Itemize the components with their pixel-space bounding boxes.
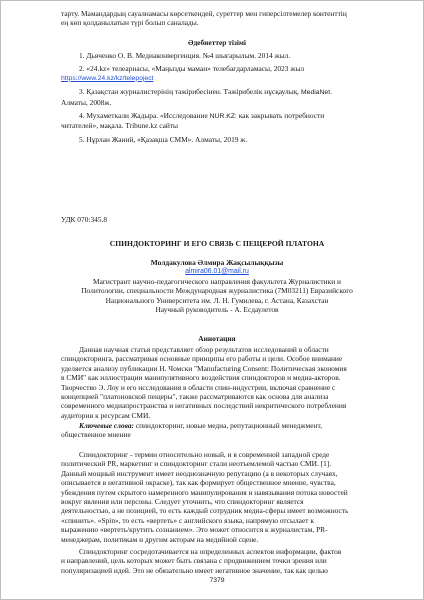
reference-link[interactable]: https://www.24.kz/kz/telepoject	[61, 74, 154, 82]
keywords-text: общественное мнение	[61, 430, 131, 440]
reference-item: 3. Қазақстан журналистерінің тәжірибесінен. Тәжірибелік нұсқаулық. MediaNet.	[79, 87, 332, 97]
affiliation-line: Научный руководитель - А. Есдаулетов	[155, 305, 279, 315]
intro-line: тарту. Мамандардың сауалнамасы көрсеткендей, суреттер мен гиперсілтемелер контенттің	[61, 9, 347, 18]
annotation-text: Данная научная статья представляет обзор результатов исследований в области спиндокторинга, рассматривая основные принципы его работы и цели. Особое внимание уделяется анализу публикации Н. Чомски "Manufacturing Consent: Политическая экономия в СМИ" как иллюстрации манипулятивного воздействия спиндокторов и медиа-акторов. Творчество Э. Лоу и его исследования в области спин-индустрии, включая сравнение с концепцией "платоновской пещеры", также рассматриваются как основа для анализа современного медиапространства и негативных последствий некритического потребления аудитории к ресурсам СМИ.	[61, 345, 347, 420]
udk-code: УДК 070:345.8	[61, 215, 108, 224]
article-title: СПИНДОКТОРИНГ И ЕГО СВЯЗЬ С ПЕЩЕРОЙ ПЛАТОНА	[109, 239, 325, 248]
body-paragraph: Спиндокторинг - термин относительно новый, и в современной западной среде политический PR, маркетинг и спиндокторинг стали неотъемлемой частью СМИ. [1]. Данный мощный инструмент имеет неоднозначную репутацию (а в некоторых случаях, описывается в негативной окраске), так как формирует общественное мнение, чувства, убеждения путем скрытого намеренного манипулирования и навязывания потока новостей вокруг явления или персоны. Следует уточнить, что спиндокторинг является деятельностью, а не позицией, то есть каждый сотрудник медиа-сферы имеет возможность «спинить». «Spin», то есть «вертеть» с английского языка, напрямую отсылает к выражению «вертеть/крутить сознанием». Это может относится к журналистам, PR- менеджерам, политикам и другим акторам на медийной сцене.	[61, 450, 349, 544]
references-heading: Әдебиеттер тізімі	[187, 38, 246, 47]
keywords	[61, 421, 373, 440]
reference-continuation: Алматы, 2008ж.	[61, 97, 112, 107]
affiliation-block	[61, 277, 373, 315]
body-paragraph: Спиндокторинг сосредотачивается на определенных аспектов информации, фактов и направлений, цель которых может быть связана с продвижением точки зрения или популяризацией идей. Это не обязательно имеет негативное значение, так как целью	[61, 547, 342, 575]
reference-item: 1. Дьяченко О. В. Медиаконвергенция. №4 шығарылым. 2014 жыл.	[79, 51, 291, 60]
reference-item: 5. Нұрлан Жаний, «Қазақша СММ». Алматы, 2019 ж.	[79, 134, 248, 144]
intro-paragraph	[61, 9, 373, 28]
reference-item: 2. «24.kz» телеарнасы, «Маңызды маман» телебағдарламасы, 2023 жыл	[79, 64, 305, 74]
keywords-text: спиндокторинг, новые медиа, репутационный менеджмент,	[135, 421, 322, 430]
reference-item: 4. Мухаметкали Жадыра. «Исследование NUR.KZ: как закрывать потребности	[79, 111, 325, 121]
affiliation-line: Национального Университета им. Л. Н. Гумилева, г. Астана, Казахстан	[105, 295, 329, 305]
affiliation-line: Политологии, специальности Международная журналистика (7М03211) Евразийского	[81, 286, 353, 296]
references-list	[61, 51, 373, 144]
author-name: Молдакулова Әлмира Жақсылыққызы	[150, 258, 284, 267]
annotation-heading: Аннотация	[198, 334, 236, 343]
keywords-label: Ключевые слова:	[79, 421, 134, 430]
page-number: 7379	[209, 577, 225, 584]
affiliation-line: Магистрант научно-педагогического направления факультета Журналистики и	[93, 277, 341, 286]
author-email[interactable]: almira06.01@mail.ru	[185, 268, 249, 275]
intro-line: ең көп қолданылатын түрі болып саналады.	[61, 18, 199, 28]
reference-continuation: читателей», мақала. Tribune.kz сайты	[61, 121, 179, 131]
